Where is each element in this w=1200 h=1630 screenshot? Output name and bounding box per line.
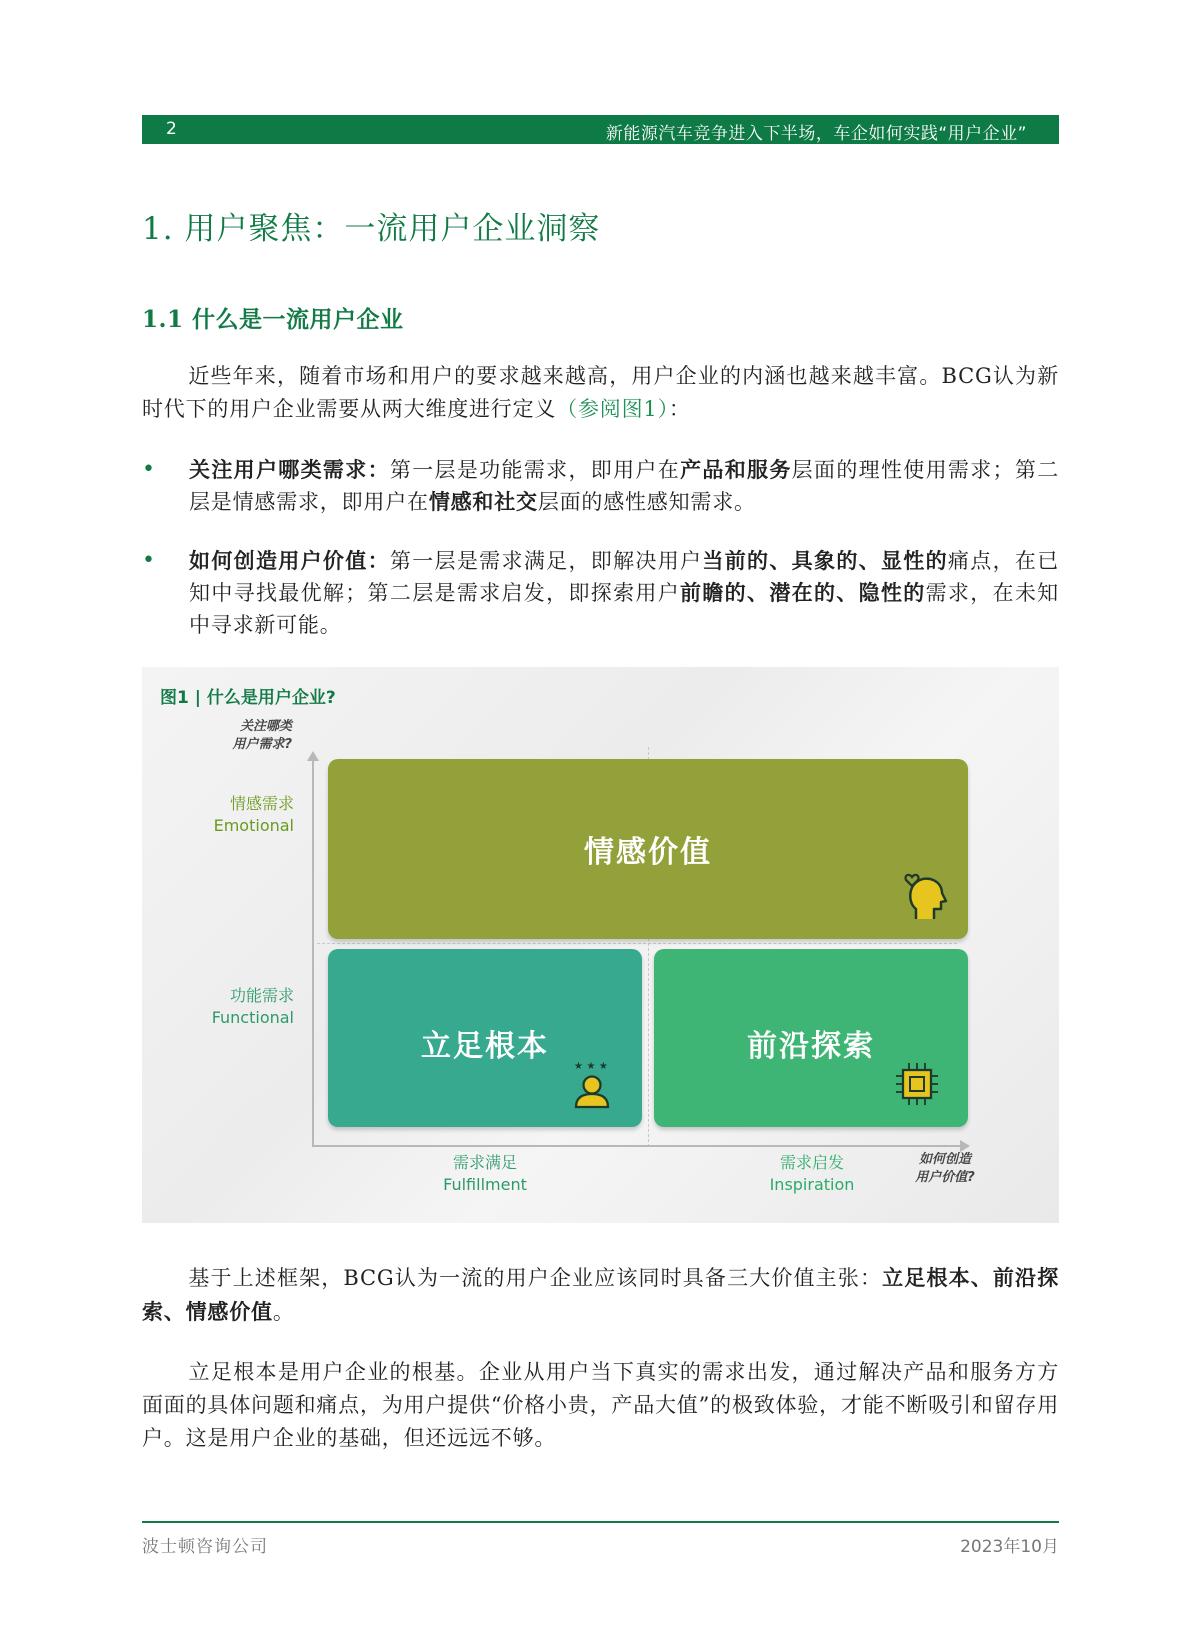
value-proposition-paragraph [142,1261,1059,1329]
bullet-lead: 关注用户哪类需求： [189,457,390,482]
x-axis-question-line: 用户价值? [915,1170,975,1185]
paragraph-emphasis: 立足根本、前沿探索、情感价值 [142,1265,1059,1324]
svg-text:★ ★ ★: ★ ★ ★ [574,1061,608,1072]
y-label-en: Emotional [213,816,294,835]
bullet-text-part: 第一层是需求满足，即解决用户 [389,549,703,573]
x-label-en: Inspiration [769,1175,855,1194]
y-axis-question-line: 用户需求? [232,737,292,752]
x-label-cn: 需求启发 [779,1153,844,1172]
bullet-text-part: 需求，在未知中寻求新可能。 [189,581,1059,637]
heart-head-icon [904,871,950,921]
paragraph-end: 。 [272,1300,295,1324]
x-axis-line [312,1145,962,1147]
intro-end: ： [668,397,691,421]
bullet-lead: 如何创造用户价值： [189,548,390,573]
bullet-emphasis: 产品和服务 [680,457,792,482]
y-axis-question-line: 关注哪类 [239,719,292,734]
page-header-bar [142,115,1059,144]
bullet-dot: • [142,457,156,482]
chip-icon [894,1061,940,1107]
y-axis-arrow [307,751,319,761]
bullet-text [189,545,1059,641]
y-label-en: Functional [211,1008,294,1027]
section-heading: 1. 用户聚焦：一流用户企业洞察 [142,211,601,247]
y-axis-line [312,757,314,1147]
figure-user-enterprise-matrix [142,667,1059,1223]
y-label-cn: 功能需求 [229,986,294,1005]
bullet-text [189,454,1059,518]
bullet-dot: • [142,548,156,573]
y-label-cn: 情感需求 [229,794,294,813]
x-label-inspiration [737,1152,887,1196]
figure-reference-link[interactable]: （参阅图1） [556,397,669,421]
star-person-icon [570,1059,614,1109]
y-label-emotional [172,793,294,837]
footer-divider [142,1521,1059,1523]
bullet-text-part: 层面的理性使用需求；第二层是情感需求，即用户在 [189,458,1059,514]
bullet-text-part: 痛点，在已知中寻找最优解；第二层是需求启发，即探索用户 [189,549,1060,605]
figure-title: 图1 | 什么是用户企业? [160,688,336,708]
footer-company: 波士顿咨询公司 [142,1537,268,1557]
dashed-divider-horizontal [317,943,957,944]
x-axis-question-line: 如何创造 [918,1152,971,1167]
foundation-paragraph [142,1356,1059,1455]
intro-text: 近些年来，随着市场和用户的要求越来越高，用户企业的内涵也越来越丰富。BCG认为新时代下的用户企业需要从两大维度进行定义 [142,364,1059,421]
bullet-emphasis: 情感和社交 [428,489,538,514]
paragraph-text: 立足根本是用户企业的根基。企业从用户当下真实的需求出发，通过解决产品和服务方方面面的具体问题和痛点，为用户提供“价格小贵，产品大值”的极致体验，才能不断吸引和留存用户。这是用户企业的基础，但还远远不够。 [142,1360,1059,1450]
x-label-en: Fulfillment [443,1175,527,1194]
y-label-functional [172,985,294,1029]
report-title: 新能源汽车竞争进入下半场，车企如何实践“用户企业” [605,124,1027,144]
subsection-heading: 1.1 什么是一流用户企业 [142,306,404,333]
bullet-text-part: 层面的感性感知需求。 [537,490,756,514]
quadrant-label: 前沿探索 [747,1029,875,1064]
paragraph-text: 基于上述框架，BCG认为一流的用户企业应该同时具备三大价值主张： [188,1266,883,1290]
y-axis-question [182,718,292,754]
intro-paragraph [142,360,1059,426]
x-axis-question [890,1151,1000,1187]
x-label-fulfillment [410,1152,560,1196]
bullet-emphasis: 前瞻的、潜在的、隐性的 [680,580,926,605]
footer-date: 2023年10月 [960,1537,1059,1557]
bullet-emphasis: 当前的、具象的、显性的 [702,548,948,573]
bullet-text-part: 第一层是功能需求，即用户在 [389,458,681,482]
quadrant-frontier-exploration [654,949,968,1127]
page-number: 2 [166,119,177,139]
x-label-cn: 需求满足 [452,1153,517,1172]
quadrant-label: 情感价值 [584,835,712,870]
quadrant-label: 立足根本 [421,1029,549,1064]
quadrant-emotional-value [328,759,968,939]
quadrant-foundation [328,949,642,1127]
